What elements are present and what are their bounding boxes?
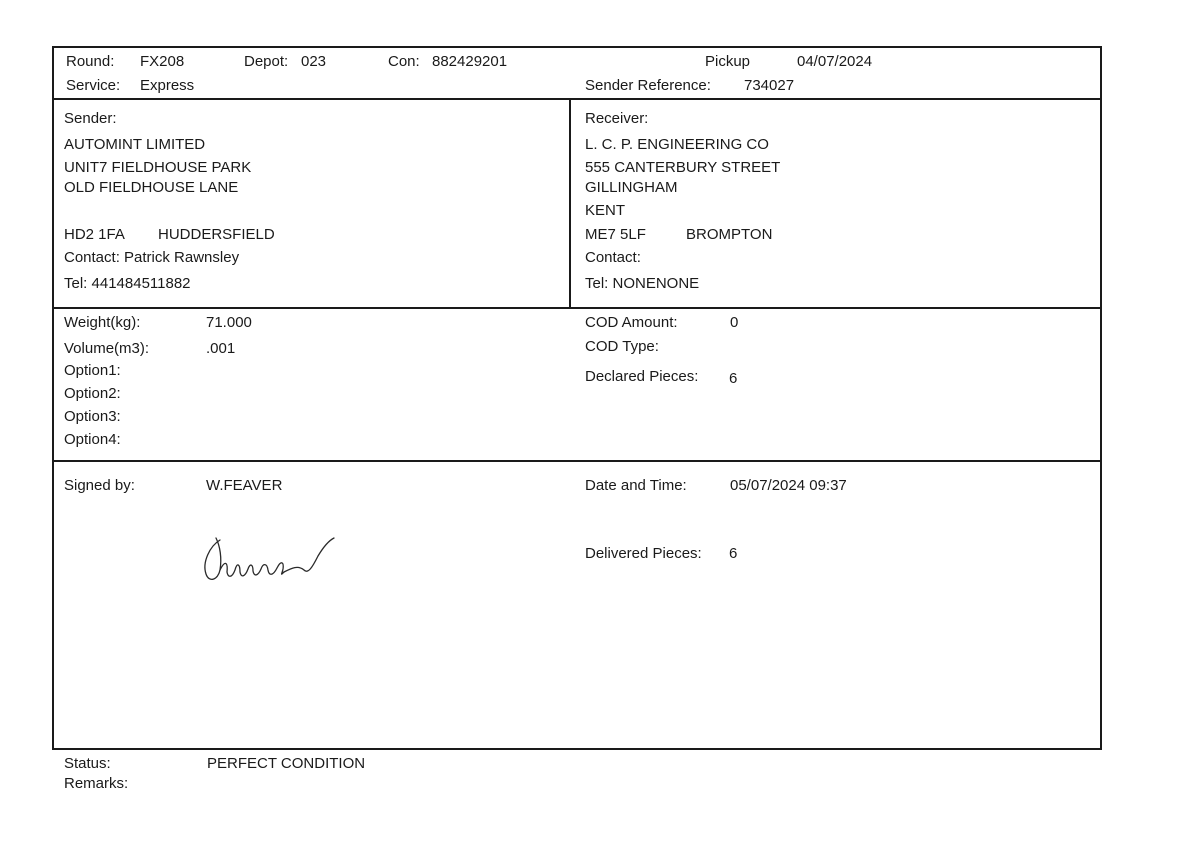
receiver-tel: Tel: NONENONE bbox=[585, 275, 700, 292]
header-divider bbox=[52, 98, 1102, 100]
receiver-name: L. C. P. ENGINEERING CO bbox=[585, 136, 769, 153]
delivered-pieces-label: Delivered Pieces: bbox=[585, 545, 702, 562]
sender-reference-value: 734027 bbox=[744, 77, 795, 94]
address-column-divider bbox=[569, 98, 571, 309]
receiver-address-line-3: KENT bbox=[585, 202, 626, 219]
con-label: Con: bbox=[388, 53, 420, 70]
receiver-town: BROMPTON bbox=[686, 226, 773, 243]
cod-type-label: COD Type: bbox=[585, 338, 659, 355]
date-time-value: 05/07/2024 09:37 bbox=[730, 477, 847, 494]
sender-contact: Contact: Patrick Rawnsley bbox=[64, 249, 240, 266]
sender-tel: Tel: 441484511882 bbox=[64, 275, 191, 292]
receiver-address-line-1: 555 CANTERBURY STREET bbox=[585, 159, 781, 176]
sender-heading: Sender: bbox=[64, 110, 117, 127]
sender-address-line-1: UNIT7 FIELDHOUSE PARK bbox=[64, 159, 252, 176]
pickup-label: Pickup bbox=[705, 53, 751, 70]
delivered-pieces-value: 6 bbox=[729, 545, 738, 562]
receiver-postcode: ME7 5LF bbox=[585, 226, 646, 243]
address-divider bbox=[52, 307, 1102, 309]
volume-label: Volume(m3): bbox=[64, 340, 150, 357]
cod-amount-label: COD Amount: bbox=[585, 314, 678, 331]
con-value: 882429201 bbox=[432, 53, 508, 70]
option3-label: Option3: bbox=[64, 408, 121, 425]
sender-address-line-2: OLD FIELDHOUSE LANE bbox=[64, 179, 239, 196]
service-label: Service: bbox=[66, 77, 121, 94]
round-value: FX208 bbox=[140, 53, 185, 70]
cod-amount-value: 0 bbox=[730, 314, 739, 331]
sender-postcode: HD2 1FA bbox=[64, 226, 125, 243]
volume-value: .001 bbox=[206, 340, 236, 357]
signed-by-value: W.FEAVER bbox=[206, 477, 283, 494]
pickup-date: 04/07/2024 bbox=[797, 53, 873, 70]
sender-name: AUTOMINT LIMITED bbox=[64, 136, 206, 153]
pod-frame bbox=[52, 46, 1102, 750]
option4-label: Option4: bbox=[64, 431, 121, 448]
signed-by-label: Signed by: bbox=[64, 477, 135, 494]
status-label: Status: bbox=[64, 755, 111, 772]
service-value: Express bbox=[140, 77, 195, 94]
option1-label: Option1: bbox=[64, 362, 121, 379]
weight-label: Weight(kg): bbox=[64, 314, 141, 331]
option2-label: Option2: bbox=[64, 385, 121, 402]
depot-value: 023 bbox=[301, 53, 327, 70]
round-label: Round: bbox=[66, 53, 115, 70]
handwritten-signature bbox=[198, 532, 338, 592]
date-time-label: Date and Time: bbox=[585, 477, 687, 494]
declared-pieces-value: 6 bbox=[729, 370, 738, 387]
declared-pieces-label: Declared Pieces: bbox=[585, 368, 699, 385]
status-value: PERFECT CONDITION bbox=[207, 755, 366, 772]
receiver-contact: Contact: bbox=[585, 249, 641, 266]
details-divider bbox=[52, 460, 1102, 462]
receiver-address-line-2: GILLINGHAM bbox=[585, 179, 678, 196]
depot-label: Depot: bbox=[244, 53, 289, 70]
sender-town: HUDDERSFIELD bbox=[158, 226, 275, 243]
remarks-label: Remarks: bbox=[64, 775, 129, 792]
sender-reference-label: Sender Reference: bbox=[585, 77, 711, 94]
weight-value: 71.000 bbox=[206, 314, 252, 331]
receiver-heading: Receiver: bbox=[585, 110, 649, 127]
